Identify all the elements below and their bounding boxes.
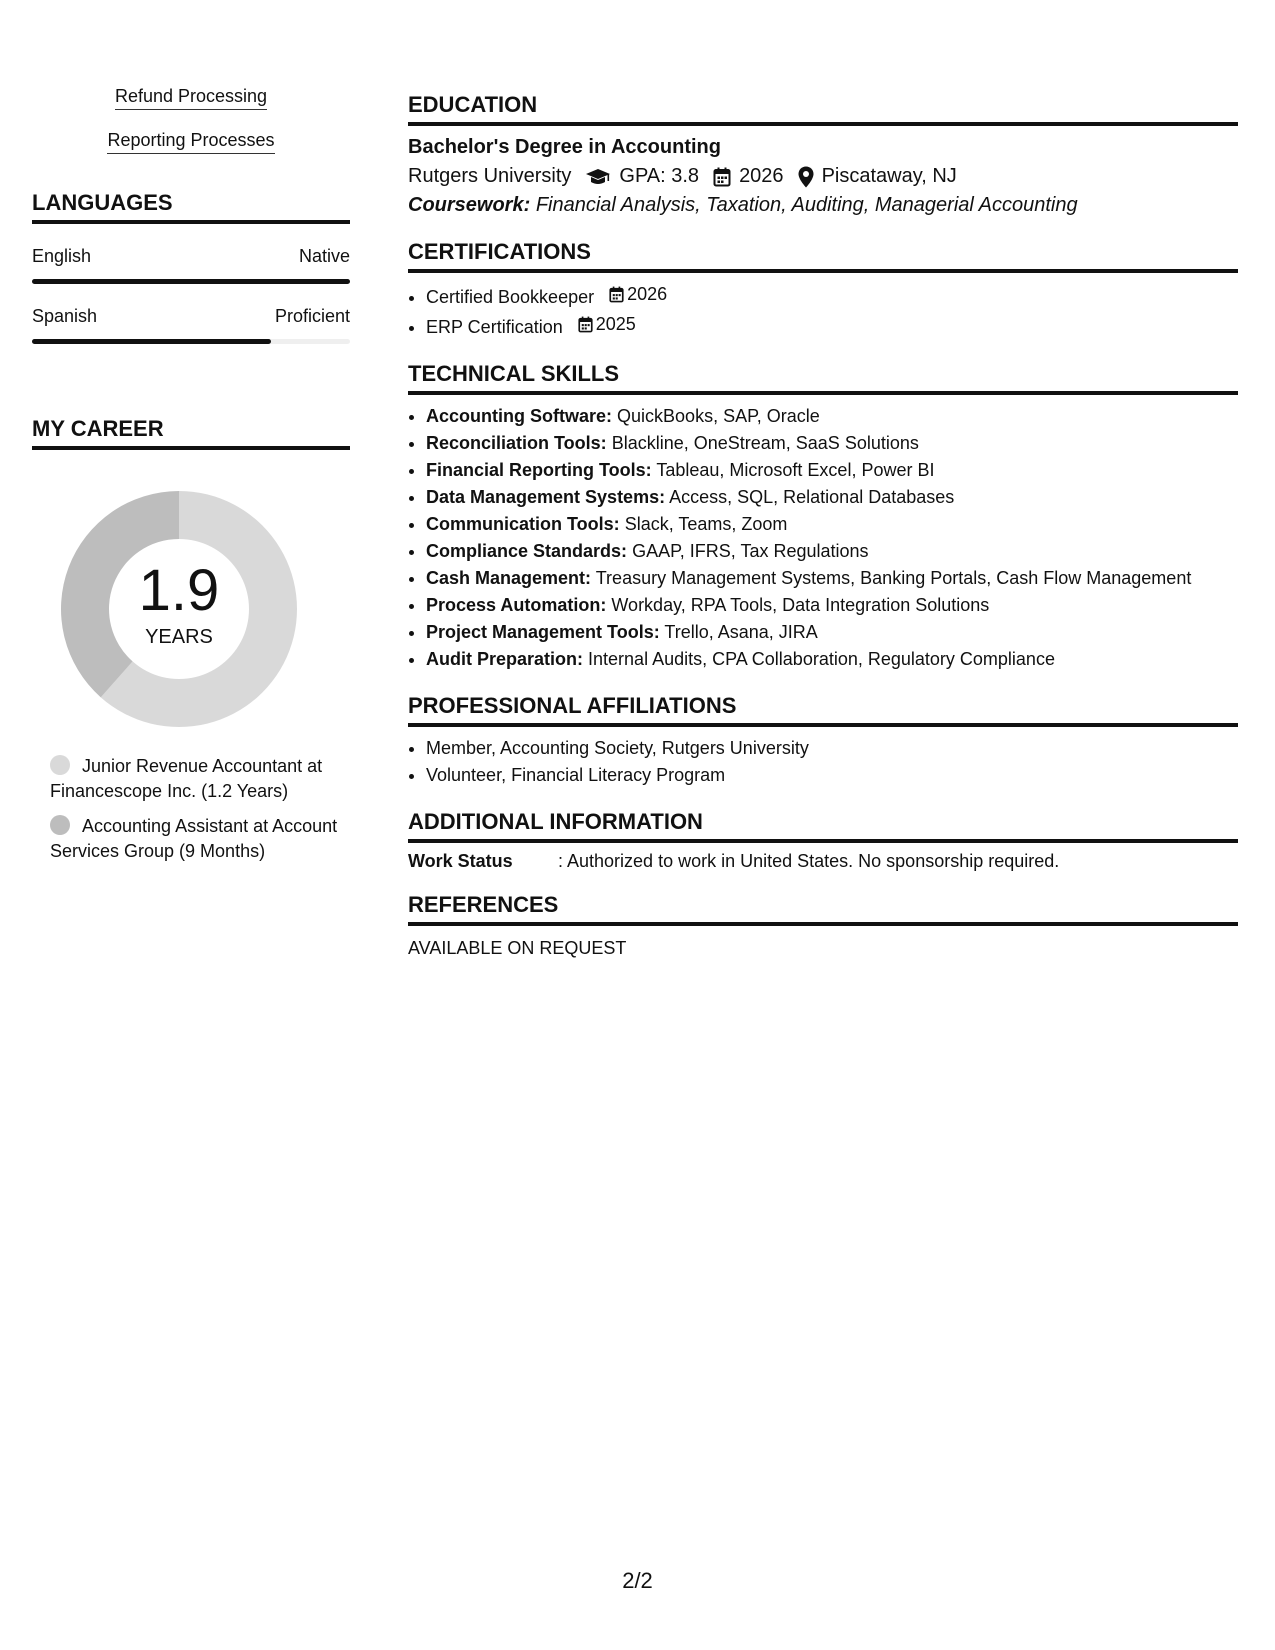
skill-item: • Process Automation: Workday, RPA Tools, Data Integration Solutions [426, 592, 1238, 619]
language-name: English [32, 246, 92, 266]
affiliation-item: • Member, Accounting Society, Rutgers University [426, 735, 1238, 762]
career-item: Junior Revenue Accountant at Financescope Inc. (1.2 Years) [50, 756, 323, 801]
language-level: Native [298, 246, 350, 266]
skill-item: • Data Management Systems: Access, SQL, Relational Databases [426, 484, 1238, 511]
main-content [408, 92, 1238, 959]
language-bar [32, 339, 350, 344]
career-item: Accounting Assistant at Account Services Group (9 Months) [50, 816, 338, 861]
degree: Bachelor's Degree in Accounting [408, 136, 721, 158]
location-pin-icon [798, 166, 814, 188]
language-bar [32, 279, 350, 284]
references-text: AVAILABLE ON REQUEST [408, 938, 627, 958]
work-status-row [408, 851, 1238, 872]
work-status-value: : Authorized to work in United States. No sponsorship required. [558, 851, 1060, 871]
school: Rutgers University [408, 165, 572, 187]
location: Piscataway, NJ [821, 165, 957, 187]
career-total-value: 1.9 [138, 557, 220, 623]
languages-heading: LANGUAGES [32, 190, 350, 224]
skill-item: • Audit Preparation: Internal Audits, CPA Collaboration, Regulatory Compliance [426, 646, 1238, 673]
legend-dot [50, 755, 70, 775]
skill-item: • Financial Reporting Tools: Tableau, Microsoft Excel, Power BI [426, 457, 1238, 484]
calendar-icon [578, 316, 593, 333]
sidebar [32, 86, 350, 874]
coursework [408, 194, 1238, 217]
page-number: 2/2 [622, 1568, 653, 1593]
education-meta [408, 165, 1238, 188]
career-legend [32, 754, 350, 864]
career-total-unit: YEARS [145, 625, 213, 648]
technical-skills-list [408, 403, 1238, 673]
skill-item: • Project Management Tools: Trello, Asana, JIRA [426, 619, 1238, 646]
graduation-year: 2026 [739, 165, 784, 187]
gpa: GPA: 3.8 [619, 165, 700, 187]
graduation-cap-icon [585, 168, 611, 186]
certifications-heading: CERTIFICATIONS [408, 239, 1238, 273]
affiliations-heading: PROFESSIONAL AFFILIATIONS [408, 693, 1238, 727]
skill-tag: Refund Processing [32, 86, 350, 110]
language-bar-fill [32, 279, 350, 284]
skill-tag: Reporting Processes [32, 130, 350, 154]
affiliation-item: • Volunteer, Financial Literacy Program [426, 762, 1238, 789]
education-heading: EDUCATION [408, 92, 1238, 126]
legend-dot [50, 815, 70, 835]
language-item [32, 246, 350, 284]
language-item [32, 306, 350, 344]
skill-item: • Communication Tools: Slack, Teams, Zoom [426, 511, 1238, 538]
career-donut [54, 484, 304, 734]
references-heading: REFERENCES [408, 892, 1238, 926]
language-bar-fill [32, 339, 271, 344]
affiliations-list [408, 735, 1238, 789]
work-status-label: Work Status [408, 851, 513, 871]
skill-item: • Compliance Standards: GAAP, IFRS, Tax Regulations [426, 538, 1238, 565]
skill-item: • Accounting Software: QuickBooks, SAP, Oracle [426, 403, 1238, 430]
certifications-list [408, 281, 1238, 341]
skill-item: • Cash Management: Treasury Management Systems, Banking Portals, Cash Flow Management [426, 565, 1238, 592]
certification-year: 2025 [595, 314, 636, 334]
skill-item: • Reconciliation Tools: Blackline, OneStream, SaaS Solutions [426, 430, 1238, 457]
certification-year: 2026 [627, 284, 668, 304]
language-name: Spanish [32, 306, 98, 326]
language-level: Proficient [274, 306, 350, 326]
certification-item: • ERP Certification 2025 [426, 311, 1238, 341]
technical-skills-heading: TECHNICAL SKILLS [408, 361, 1238, 395]
calendar-icon [713, 167, 731, 187]
certification-item: • Certified Bookkeeper 2026 [426, 281, 1238, 311]
coursework-label: Coursework: [408, 194, 531, 216]
career-heading: MY CAREER [32, 416, 350, 450]
coursework-list: Financial Analysis, Taxation, Auditing, Managerial Accounting [535, 194, 1078, 216]
additional-info-heading: ADDITIONAL INFORMATION [408, 809, 1238, 843]
calendar-icon [609, 286, 624, 303]
